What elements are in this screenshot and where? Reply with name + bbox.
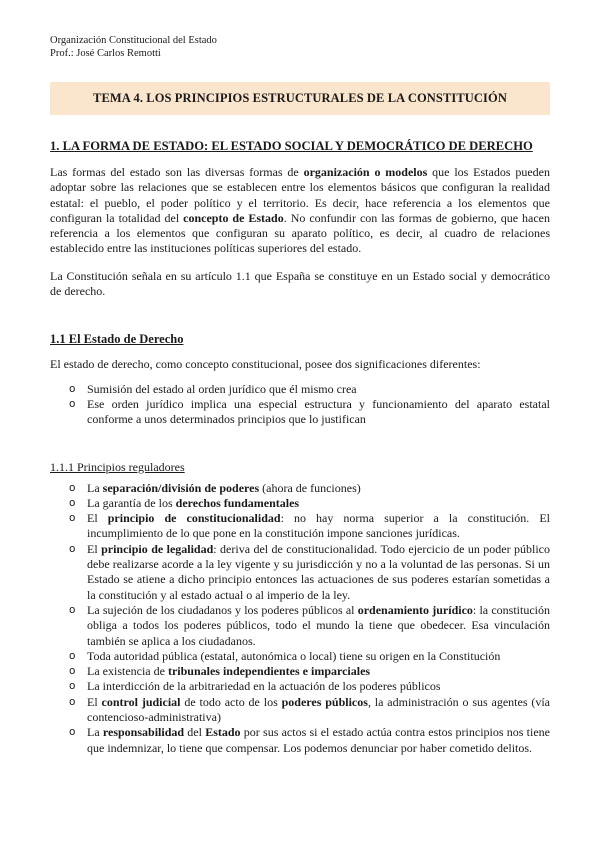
text-run: : deriva del de constitucionalidad. Todo ejercicio de un poder público debe realizarse acorde a la ley vigente y su jurisdicción y no a la voluntad de las personas. Si un Estado se atiene a dicho principio entonces las actuaciones de sus poderes estarían sometidas a la constitución y al estado actual o al imperio de la ley. [87, 541, 550, 602]
bold-term: separación/división de poderes [102, 480, 260, 495]
list-item [50, 496, 550, 511]
circle-bullet-icon: o [69, 649, 76, 662]
text-run: El [87, 694, 102, 709]
document-page [50, 34, 550, 756]
list-item [50, 664, 550, 679]
circle-bullet-icon: o [69, 542, 76, 555]
list-item [50, 649, 550, 664]
bold-term: organización o modelos [303, 165, 428, 179]
list-item [50, 382, 550, 397]
section-1-1-intro: El estado de derecho, como concepto constitucional, posee dos significaciones diferentes: [50, 357, 481, 372]
text-run: Las formas del estado son las diversas formas de [50, 165, 304, 179]
section-1-heading: 1. LA FORMA DE ESTADO: EL ESTADO SOCIAL Y DEMOCRÁTICO DE DERECHO [50, 139, 533, 153]
text-run: La [87, 725, 103, 740]
text-run: Ese orden jurídico implica una especial estructura y funcionamiento del aparato estatal conforme a unos determinados principios que lo justifican [87, 396, 550, 427]
list-item [50, 725, 550, 756]
circle-bullet-icon: o [69, 397, 76, 410]
circle-bullet-icon: o [69, 512, 76, 525]
section-1-paragraph-2: La Constitución señala en su artículo 1.1 que España se constituye en un Estado social y democrático de derecho. [50, 268, 550, 299]
circle-bullet-icon: o [69, 665, 76, 678]
circle-bullet-icon: o [69, 603, 76, 616]
list-item [50, 397, 550, 428]
topic-title-banner [50, 82, 550, 115]
bold-term: concepto de Estado [183, 210, 284, 225]
text-run: Toda autoridad pública (estatal, autonómica o local) tiene su origen en la Constitución [87, 648, 501, 663]
bold-term: Estado [205, 725, 241, 740]
text-run: Sumisión del estado al orden jurídico que él mismo crea [87, 381, 357, 396]
section-1-1-heading: 1.1 El Estado de Derecho [50, 332, 184, 347]
bold-term: tribunales independientes e imparciales [167, 664, 371, 679]
principles-list [50, 481, 550, 756]
text-run: de todo acto de los [180, 694, 282, 709]
text-run: por sus actos si el estado actúa contra estos principios nos tiene que indemnizar, lo tiene que compensar. Los podemos denunciar por haber cometido delitos. [87, 725, 551, 755]
text-run: (ahora de funciones) [259, 480, 361, 495]
text-run: : la constitución obliga a todos los poderes públicos, todo el mundo la tiene que obedecer. Esa vinculación también se aplica a los ciudadanos. [87, 602, 550, 648]
circle-bullet-icon: o [69, 382, 76, 395]
bold-term: principio de legalidad [101, 541, 214, 556]
professor-name: Prof.: José Carlos Remotti [50, 48, 161, 59]
list-item [50, 511, 550, 542]
bold-term: principio de constitucionalidad [107, 511, 281, 526]
significations-list [50, 382, 550, 428]
topic-title: TEMA 4. LOS PRINCIPIOS ESTRUCTURALES DE LA CONSTITUCIÓN [93, 91, 507, 105]
text-run: . No confundir con las formas de gobierno, que hacen referencia a los elementos que configuran su aparato político, es decir, al cuadro de relaciones establecido entre las instituciones políticas superiores del estado. [50, 210, 550, 256]
text-run: : no hay norma superior a la constitución. El incumplimiento de lo que pone en la constitución impone sanciones jurídicas. [87, 511, 550, 541]
section-1-1-1-heading: 1.1.1 Principios reguladores [50, 459, 185, 474]
list-item [50, 542, 550, 603]
section-1-paragraph-1 [50, 165, 550, 257]
text-run: El [87, 541, 102, 556]
course-name: Organización Constitucional del Estado [50, 35, 217, 46]
list-item [50, 695, 550, 726]
circle-bullet-icon: o [69, 726, 76, 739]
text-run: La existencia de [87, 664, 168, 679]
text-run: La interdicción de la arbitrariedad en la actuación de los poderes públicos [87, 679, 441, 694]
bold-term: derechos fundamentales [175, 495, 300, 510]
text-run: La garantía de los [87, 495, 176, 510]
text-run: , la administración o sus agentes (vía contencioso-administrativa) [87, 694, 551, 725]
bold-term: control judicial [101, 694, 181, 709]
bold-term: ordenamiento jurídico [357, 602, 473, 617]
text-run: que los Estados pueden adoptar sobre las relaciones que se establecen entre los elementos básicos que configuran la realidad estatal: el pueblo, el poder político y el territorio. Es decir, hace referencia a los elementos que configuran la totalidad del [50, 165, 551, 225]
bold-term: responsabilidad [102, 725, 185, 740]
text-run: La sujeción de los ciudadanos y los poderes públicos al [87, 602, 358, 617]
text-run: del [184, 725, 206, 740]
text-run: El [87, 511, 108, 526]
bold-term: poderes públicos [281, 694, 368, 709]
list-item [50, 481, 550, 496]
text-run: La [87, 480, 103, 495]
list-item [50, 603, 550, 649]
circle-bullet-icon: o [69, 680, 76, 693]
list-item [50, 679, 550, 694]
circle-bullet-icon: o [69, 496, 76, 509]
circle-bullet-icon: o [69, 481, 76, 494]
circle-bullet-icon: o [69, 695, 76, 708]
